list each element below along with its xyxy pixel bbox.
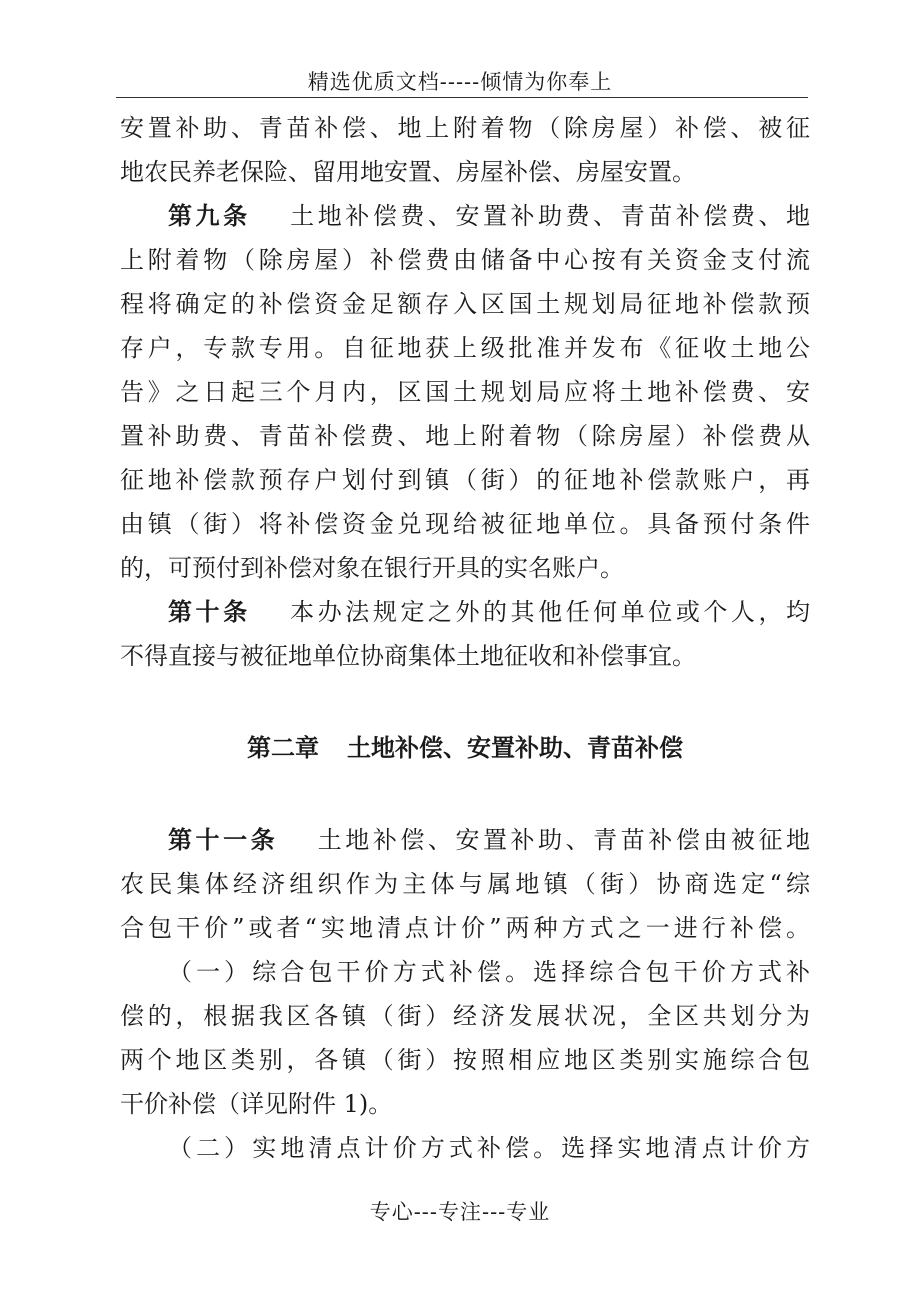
article-11-title: 第十一条	[168, 826, 279, 854]
article-10-title: 第十条	[168, 598, 251, 626]
body-line: 的，可预付到补偿对象在银行开具的实名账户。	[120, 554, 624, 582]
chapter-number: 第二章	[247, 734, 319, 762]
chapter-heading	[120, 718, 810, 778]
body-line: 存户，专款专用。自征地获上级批准并发布《征收土地公	[120, 334, 810, 362]
body-line: 告》之日起三个月内，区国土规划局应将土地补偿费、安	[120, 378, 810, 406]
body-line: 置补助费、青苗补偿费、地上附着物（除房屋）补偿费从	[120, 422, 810, 450]
item-2-first-line: （二）实地清点计价方式补偿。选择实地清点计价方	[168, 1134, 810, 1162]
document-body	[120, 106, 810, 1170]
article-9-first-line	[120, 194, 810, 238]
body-line: 安置补助、青苗补偿、地上附着物（除房屋）补偿、被征	[120, 114, 810, 142]
body-line: 程将确定的补偿资金足额存入区国土规划局征地补偿款预	[120, 290, 810, 318]
item-1-first-line: （一）综合包干价方式补偿。选择综合包干价方式补	[168, 958, 810, 986]
body-line: 偿的，根据我区各镇（街）经济发展状况，全区共划分为	[120, 1002, 810, 1030]
article-10-first-line	[120, 590, 810, 634]
article-10-text: 本办法规定之外的其他任何单位或个人，均	[286, 598, 811, 626]
article-11-first-line	[120, 818, 810, 862]
body-line: 地农民养老保险、留用地安置、房屋补偿、房屋安置。	[120, 158, 696, 186]
body-line: 两个地区类别，各镇（街）按照相应地区类别实施综合包	[120, 1046, 810, 1074]
body-line: 合包干价”或者“实地清点计价”两种方式之一进行补偿。	[120, 914, 810, 942]
header-divider	[116, 97, 808, 98]
body-line: 干价补偿（详见附件 1)。	[120, 1090, 393, 1118]
body-line: 不得直接与被征地单位协商集体土地征收和补偿事宜。	[120, 642, 696, 670]
article-11-text: 土地补偿、安置补助、青苗补偿由被征地	[314, 826, 811, 854]
chapter-title: 土地补偿、安置补助、青苗补偿	[347, 734, 683, 762]
article-9-title: 第九条	[168, 202, 251, 230]
body-line: 征地补偿款预存户划付到镇（街）的征地补偿款账户，再	[120, 466, 810, 494]
page-footer: 专心---专注---专业	[369, 1200, 551, 1224]
body-line: 农民集体经济组织作为主体与属地镇（街）协商选定“综	[120, 870, 810, 898]
article-9-text: 土地补偿费、安置补助费、青苗补偿费、地	[286, 202, 811, 230]
page-header: 精选优质文档-----倾情为你奉上	[307, 70, 613, 94]
body-line: 上附着物（除房屋）补偿费由储备中心按有关资金支付流	[120, 246, 810, 274]
body-line: 由镇（街）将补偿资金兑现给被征地单位。具备预付条件	[120, 510, 810, 538]
